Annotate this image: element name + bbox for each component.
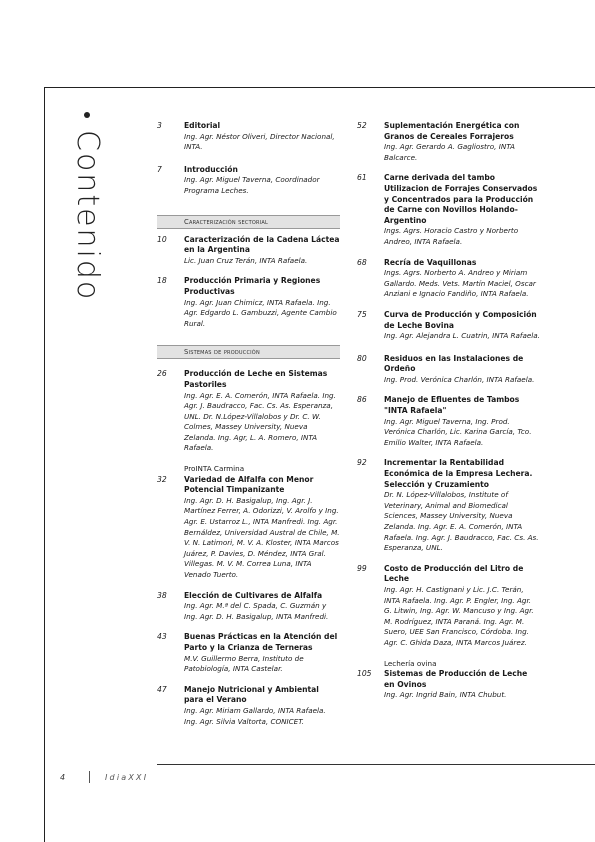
page-ref: 32 bbox=[157, 474, 167, 484]
header-rule bbox=[44, 87, 595, 88]
entry-title: Residuos en las Instalaciones de Ordeño bbox=[384, 353, 524, 374]
page-ref: 38 bbox=[157, 590, 167, 600]
entry-title: Producción Primaria y Regiones Productivas bbox=[184, 276, 321, 296]
entry-title: Caracterización de la Cadena Láctea en la Argentina bbox=[184, 234, 340, 255]
toc-entry[interactable] bbox=[357, 395, 540, 448]
page-ref: 80 bbox=[357, 353, 367, 363]
page-ref: 7 bbox=[157, 164, 162, 174]
toc-entry[interactable] bbox=[157, 591, 340, 623]
entry-authors: Ing. Agr. H. Castignani y Lic. J.C. Terán, INTA Rafaela. Ing. Agr. P. Engler, Ing. Agr. G. Litwin, Ing. Agr. W. Mancuso y Ing. Agr. M. Rodríguez, INTA Paraná. Ing. Agr. M. Suero, UEE San Francisco, Córdoba. Ing. Agr. C. Ghida Daza, INTA Marcos Juárez. bbox=[384, 584, 534, 647]
entry-authors: Ing. Agr. Néstor Oliveri, Director Nacional, INTA. bbox=[184, 131, 335, 152]
page-ref: 99 bbox=[357, 563, 367, 573]
toc-entry[interactable] bbox=[157, 632, 340, 674]
page-title: Contenido bbox=[70, 112, 105, 301]
page-number: 4 bbox=[60, 773, 66, 782]
page-ref: 18 bbox=[157, 276, 167, 286]
entry-authors: Ings. Agrs. Norberto A. Andreo y Miriam Gallardo. Meds. Vets. Martín Maciel, Oscar Anziani e Ignacio Fandiño, INTA Rafaela. bbox=[384, 268, 536, 299]
page-ref: 68 bbox=[357, 257, 367, 267]
entry-title: Producción de Leche en Sistemas Pastoriles bbox=[184, 369, 328, 389]
entry-title: Recría de Vaquillonas bbox=[384, 257, 477, 267]
toc-entry[interactable] bbox=[357, 354, 540, 386]
entry-title: Sistemas de Producción de Leche en Ovinos bbox=[384, 669, 528, 689]
entry-authors: Ing. Agr. Juan Chimicz, INTA Rafaela. Ing. Agr. Edgardo L. Gambuzzi, Agente Cambio Rural. bbox=[184, 297, 337, 328]
page-ref: 26 bbox=[157, 369, 167, 379]
bullet-dot bbox=[85, 112, 91, 118]
entry-authors: Ing. Agr. Miriam Gallardo, INTA Rafaela. Ing. Agr. Silvia Valtorta, CONICET. bbox=[184, 705, 326, 726]
entry-authors: Ing. Prod. Verónica Charlón, INTA Rafaela. bbox=[384, 374, 535, 384]
footer-logo: IdiaXXI bbox=[105, 773, 149, 782]
footer-separator bbox=[89, 771, 90, 783]
page-ref: 61 bbox=[357, 173, 367, 183]
toc-entry[interactable] bbox=[157, 464, 340, 581]
entry-authors: Ing. Agr. M.ª del C. Spada, C. Guzmán y Ing. Agr. D. H. Basigalup, INTA Manfredi. bbox=[184, 601, 329, 621]
toc-entry[interactable] bbox=[157, 121, 340, 153]
toc-right-column bbox=[357, 121, 540, 701]
entry-authors: Ing. Agr. Alejandra L. Cuatrin, INTA Rafaela. bbox=[384, 331, 540, 341]
entry-title: Editorial bbox=[184, 121, 221, 130]
section-header: Caracterización sectorial bbox=[157, 215, 340, 229]
entry-title: Buenas Prácticas en la Atención del Parto y la Crianza de Terneras bbox=[184, 632, 338, 652]
margin-rule bbox=[44, 87, 45, 842]
entry-title: Manejo de Efluentes de Tambos "INTA Rafaela" bbox=[384, 395, 520, 416]
toc-entry[interactable] bbox=[357, 458, 540, 553]
page-ref: 43 bbox=[157, 632, 167, 642]
entry-authors: Ing. Agr. Gerardo A. Gagliostro, INTA Balcarce. bbox=[384, 142, 515, 162]
entry-title: Introducción bbox=[184, 164, 238, 174]
entry-authors: Ing. Agr. E. A. Comerón, INTA Rafaela. Ing. Agr. J. Baudracco, Fac. Cs. As. Esperanza, UNL. Dr. N.López-Villalobos y Dr. C. W. Colmes, Massey University, Nueva Zelanda. Ing. Agr, L. A. Romero, INTA Rafaela. bbox=[184, 390, 336, 453]
toc-entry[interactable] bbox=[157, 165, 340, 197]
page-ref: 47 bbox=[157, 684, 167, 694]
toc-entry[interactable] bbox=[157, 685, 340, 727]
toc-entry[interactable] bbox=[157, 235, 340, 267]
entry-authors: Ing. Agr. Miguel Taverna, Coordinador Programa Leches. bbox=[184, 175, 320, 195]
entry-authors: Ings. Agrs. Horacio Castro y Norberto Andreo, INTA Rafaela. bbox=[384, 226, 519, 246]
footer-rule bbox=[157, 764, 595, 765]
entry-title: Suplementación Energética con Granos de Cereales Forrajeros bbox=[384, 121, 520, 141]
toc-entry[interactable] bbox=[357, 258, 540, 300]
entry-title: Costo de Producción del Litro de Leche bbox=[384, 563, 524, 584]
entry-authors: Lic. Juan Cruz Terán, INTA Rafaela. bbox=[184, 255, 308, 265]
page-ref: 92 bbox=[357, 458, 367, 468]
page-ref: 3 bbox=[157, 121, 162, 130]
page-ref: 86 bbox=[357, 395, 367, 405]
page-ref: 52 bbox=[357, 121, 367, 130]
entry-authors: Ing. Agr. D. H. Basigalup, Ing. Agr. J. Martínez Ferrer, A. Odorizzi, V. Arolfo y Ing. Agr. E. Ustarroz L., INTA Manfredi. Ing. Agr. Bernáldez, Universidad Austral de Chile, M. V. N. Latimori, M. V. A. Kloster, INTA Marcos Juárez, P. Davies, D. Méndez, INTA Gral. Villegas. M. V. M. Correa Luna, INTA Venado Tuerto. bbox=[184, 495, 340, 579]
page-ref: 10 bbox=[157, 234, 167, 244]
entry-authors: Ing. Agr. Ingrid Bain, INTA Chubut. bbox=[384, 690, 507, 700]
toc-entry[interactable] bbox=[357, 173, 540, 247]
toc-entry[interactable] bbox=[357, 659, 540, 701]
page-ref: 105 bbox=[357, 669, 372, 679]
entry-title: Variedad de Alfalfa con Menor Potencial Timpanizante bbox=[184, 474, 314, 495]
entry-kicker: ProINTA Carmina bbox=[184, 464, 245, 474]
toc-entry[interactable] bbox=[357, 121, 540, 163]
entry-authors: M.V. Guillermo Berra, Instituto de Patobiología, INTA Castelar. bbox=[184, 653, 304, 674]
toc-entry[interactable] bbox=[157, 369, 340, 454]
toc-entry[interactable] bbox=[357, 310, 540, 342]
entry-title: Incrementar la Rentabilidad Económica de la Empresa Lechera. Selección y Cruzamiento bbox=[384, 458, 533, 489]
entry-title: Curva de Producción y Composición de Leche Bovina bbox=[384, 309, 537, 330]
entry-title: Carne derivada del tambo Utilizacion de Forrajes Conservados y Concentrados para la Producción de Carne con Novillos Holando-Argentino bbox=[384, 173, 538, 225]
entry-authors: Ing. Agr. Miguel Taverna, Ing. Prod. Verónica Charlón, Lic. Karina García, Tco. Emilio Walter, INTA Rafaela. bbox=[384, 416, 532, 447]
page-ref: 75 bbox=[357, 309, 367, 319]
entry-title: Manejo Nutricional y Ambiental para el Verano bbox=[184, 684, 319, 705]
toc-entry[interactable] bbox=[157, 276, 340, 329]
toc-entry[interactable] bbox=[357, 564, 540, 649]
entry-authors: Dr. N. López-Villalobos, Institute of Veterinary, Animal and Biomedical Sciences, Massey University, Nueva Zelanda. Ing. Agr. E. A. Comerón, INTA Rafaela. Ing. Agr. J. Baudracco, Fac. Cs. As. Esperanza, UNL. bbox=[384, 490, 539, 553]
section-header: Sistemas de producción bbox=[157, 345, 340, 359]
toc-left-column bbox=[157, 121, 340, 727]
entry-title: Elección de Cultivares de Alfalfa bbox=[184, 590, 323, 600]
entry-kicker: Lechería ovina bbox=[384, 658, 437, 668]
